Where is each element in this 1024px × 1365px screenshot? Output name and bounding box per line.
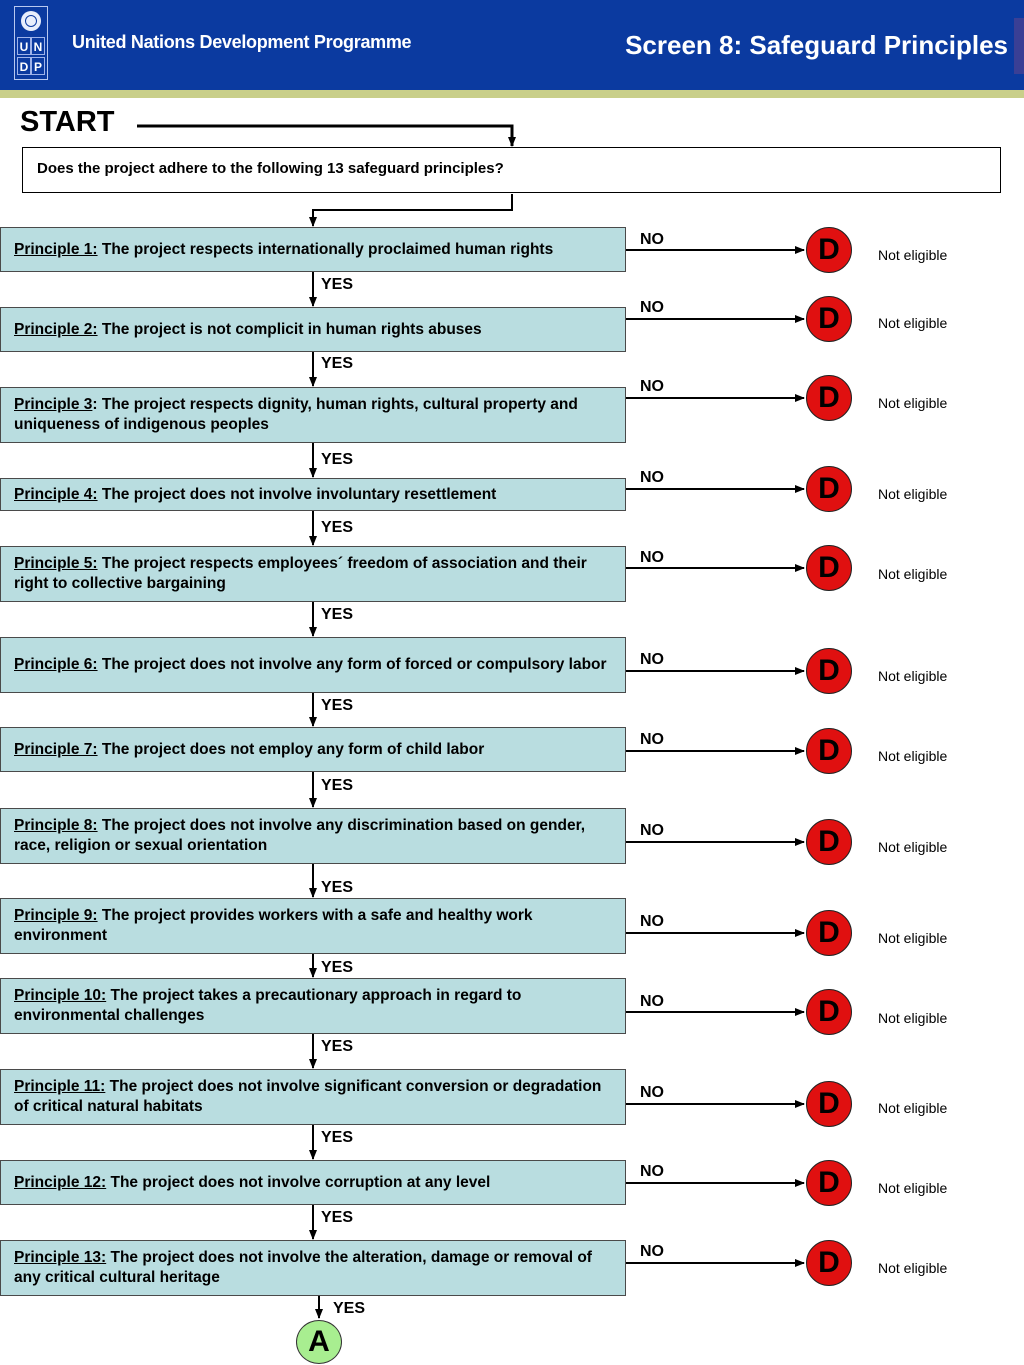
principle-description-1: The project respects internationally proclaimed human rights [97,240,554,258]
not-eligible-label-1: Not eligible [878,247,948,263]
principle-box-3 [0,387,626,443]
principle-description-11: The project does not involve significant conversion or degradation of critical natural habitats [14,1078,602,1115]
outcome-d-circle-4: D [806,466,852,512]
yes-label-8: YES [321,879,354,896]
outcome-d-circle-8: D [806,819,852,865]
principle-text-7 [14,740,484,760]
outcome-d-circle-13: D [806,1240,852,1286]
logo-letter-u: U [17,37,31,55]
principle-label-1: Principle 1: [14,240,98,258]
principle-box-6 [0,637,626,693]
principle-label-5: Principle 5: [14,555,98,572]
principle-box-2 [0,307,626,352]
outcome-d-circle-5: D [806,545,852,591]
yes-label-5: YES [321,606,354,623]
outcome-d-circle-6: D [806,648,852,694]
principle-text-1 [14,240,553,260]
yes-label-2: YES [321,355,354,372]
not-eligible-label-11: Not eligible [878,1100,948,1116]
principle-description-12: The project does not involve corruption at any level [106,1173,491,1191]
principle-description-9: The project provides workers with a safe and healthy work environment [14,907,533,944]
principle-label-7: Principle 7: [14,740,98,758]
yes-label-12: YES [321,1209,354,1226]
principle-description-7: The project does not employ any form of child labor [97,740,485,758]
page-title: Screen 8: Safeguard Principles [625,30,1008,60]
logo-letter-d: D [17,57,31,75]
principle-label-13: Principle 13: [14,1249,107,1266]
yes-label-3: YES [321,451,354,468]
not-eligible-label-4: Not eligible [878,486,948,502]
principle-text-2 [14,320,482,340]
principle-label-3: Principle 3 [14,396,93,413]
principle-description-8: The project does not involve any discrimination based on gender, race, religion or sexual orientation [14,817,586,854]
principle-text-5 [14,554,613,594]
principle-description-2: The project is not complicit in human rights abuses [97,320,482,338]
not-eligible-label-9: Not eligible [878,930,948,946]
yes-label-4: YES [321,519,354,536]
no-label-4: NO [640,469,664,486]
principle-box-11 [0,1069,626,1125]
principle-box-4 [0,478,626,511]
yes-label-10: YES [321,1038,354,1055]
outcome-d-circle-9: D [806,910,852,956]
yes-label-6: YES [321,697,354,714]
outcome-a-circle: A [296,1320,342,1364]
principle-text-13 [14,1248,613,1288]
principle-box-10 [0,978,626,1034]
principle-label-10: Principle 10: [14,987,107,1004]
not-eligible-label-6: Not eligible [878,668,948,684]
outcome-d-circle-2: D [806,296,852,342]
no-label-6: NO [640,651,664,668]
principle-text-3 [14,395,613,435]
principle-box-13 [0,1240,626,1296]
principle-box-7 [0,727,626,772]
outcome-d-circle-3: D [806,375,852,421]
outcome-d-circle-12: D [806,1160,852,1206]
principle-description-4: The project does not involve involuntary resettlement [97,485,497,503]
not-eligible-label-7: Not eligible [878,748,948,764]
principle-box-12 [0,1160,626,1205]
principle-text-8 [14,816,613,856]
question-connector [313,194,512,226]
outcome-d-circle-11: D [806,1081,852,1127]
no-label-11: NO [640,1084,664,1101]
principle-text-9 [14,906,613,946]
principle-box-1 [0,227,626,272]
principle-description-5: The project respects employees´ freedom of association and their right to collective bargaining [14,555,587,592]
principle-label-9: Principle 9: [14,907,98,924]
no-label-8: NO [640,822,664,839]
principle-text-10 [14,986,613,1026]
principle-text-4 [14,485,496,505]
no-label-7: NO [640,731,664,748]
org-name: United Nations Development Programme [72,32,412,52]
principle-label-4: Principle 4: [14,485,98,503]
principle-label-11: Principle 11: [14,1078,106,1095]
outcome-d-circle-10: D [806,989,852,1035]
outcome-d-circle-7: D [806,728,852,774]
start-connector [137,126,512,146]
not-eligible-label-5: Not eligible [878,566,948,582]
no-label-5: NO [640,549,664,566]
principle-box-9 [0,898,626,954]
no-label-10: NO [640,993,664,1010]
logo-letter-n: N [31,37,45,55]
principle-box-8 [0,808,626,864]
not-eligible-label-13: Not eligible [878,1260,948,1276]
principle-label-12: Principle 12: [14,1173,107,1191]
no-label-12: NO [640,1163,664,1180]
no-label-13: NO [640,1243,664,1260]
principle-text-6 [14,655,607,675]
yes-label-13: YES [333,1300,366,1317]
yes-label-1: YES [321,276,354,293]
principle-description-3: : The project respects dignity, human rights, cultural property and uniqueness of indigenous peoples [14,396,578,433]
principle-label-8: Principle 8: [14,817,98,834]
outcome-d-circle-1: D [806,227,852,273]
start-label: START [20,106,115,138]
not-eligible-label-8: Not eligible [878,839,948,855]
not-eligible-label-2: Not eligible [878,315,948,331]
yes-label-9: YES [321,959,354,976]
yes-label-7: YES [321,777,354,794]
principle-description-10: The project takes a precautionary approach in regard to environmental challenges [14,987,522,1024]
principle-text-12 [14,1173,490,1193]
principle-label-6: Principle 6: [14,656,98,673]
no-label-1: NO [640,231,664,248]
principle-text-11 [14,1077,613,1117]
principle-description-6: The project does not involve any form of forced or compulsory labor [97,656,607,673]
yes-label-11: YES [321,1129,354,1146]
not-eligible-label-3: Not eligible [878,395,948,411]
no-label-2: NO [640,299,664,316]
principle-label-2: Principle 2: [14,320,98,338]
no-label-9: NO [640,913,664,930]
not-eligible-label-12: Not eligible [878,1180,948,1196]
principle-box-5 [0,546,626,602]
question-text: Does the project adhere to the following 13 safeguard principles? [37,160,504,177]
not-eligible-label-10: Not eligible [878,1010,948,1026]
no-label-3: NO [640,378,664,395]
logo-letter-p: P [31,57,45,75]
principle-description-13: The project does not involve the alteration, damage or removal of any critical cultural heritage [14,1249,592,1286]
